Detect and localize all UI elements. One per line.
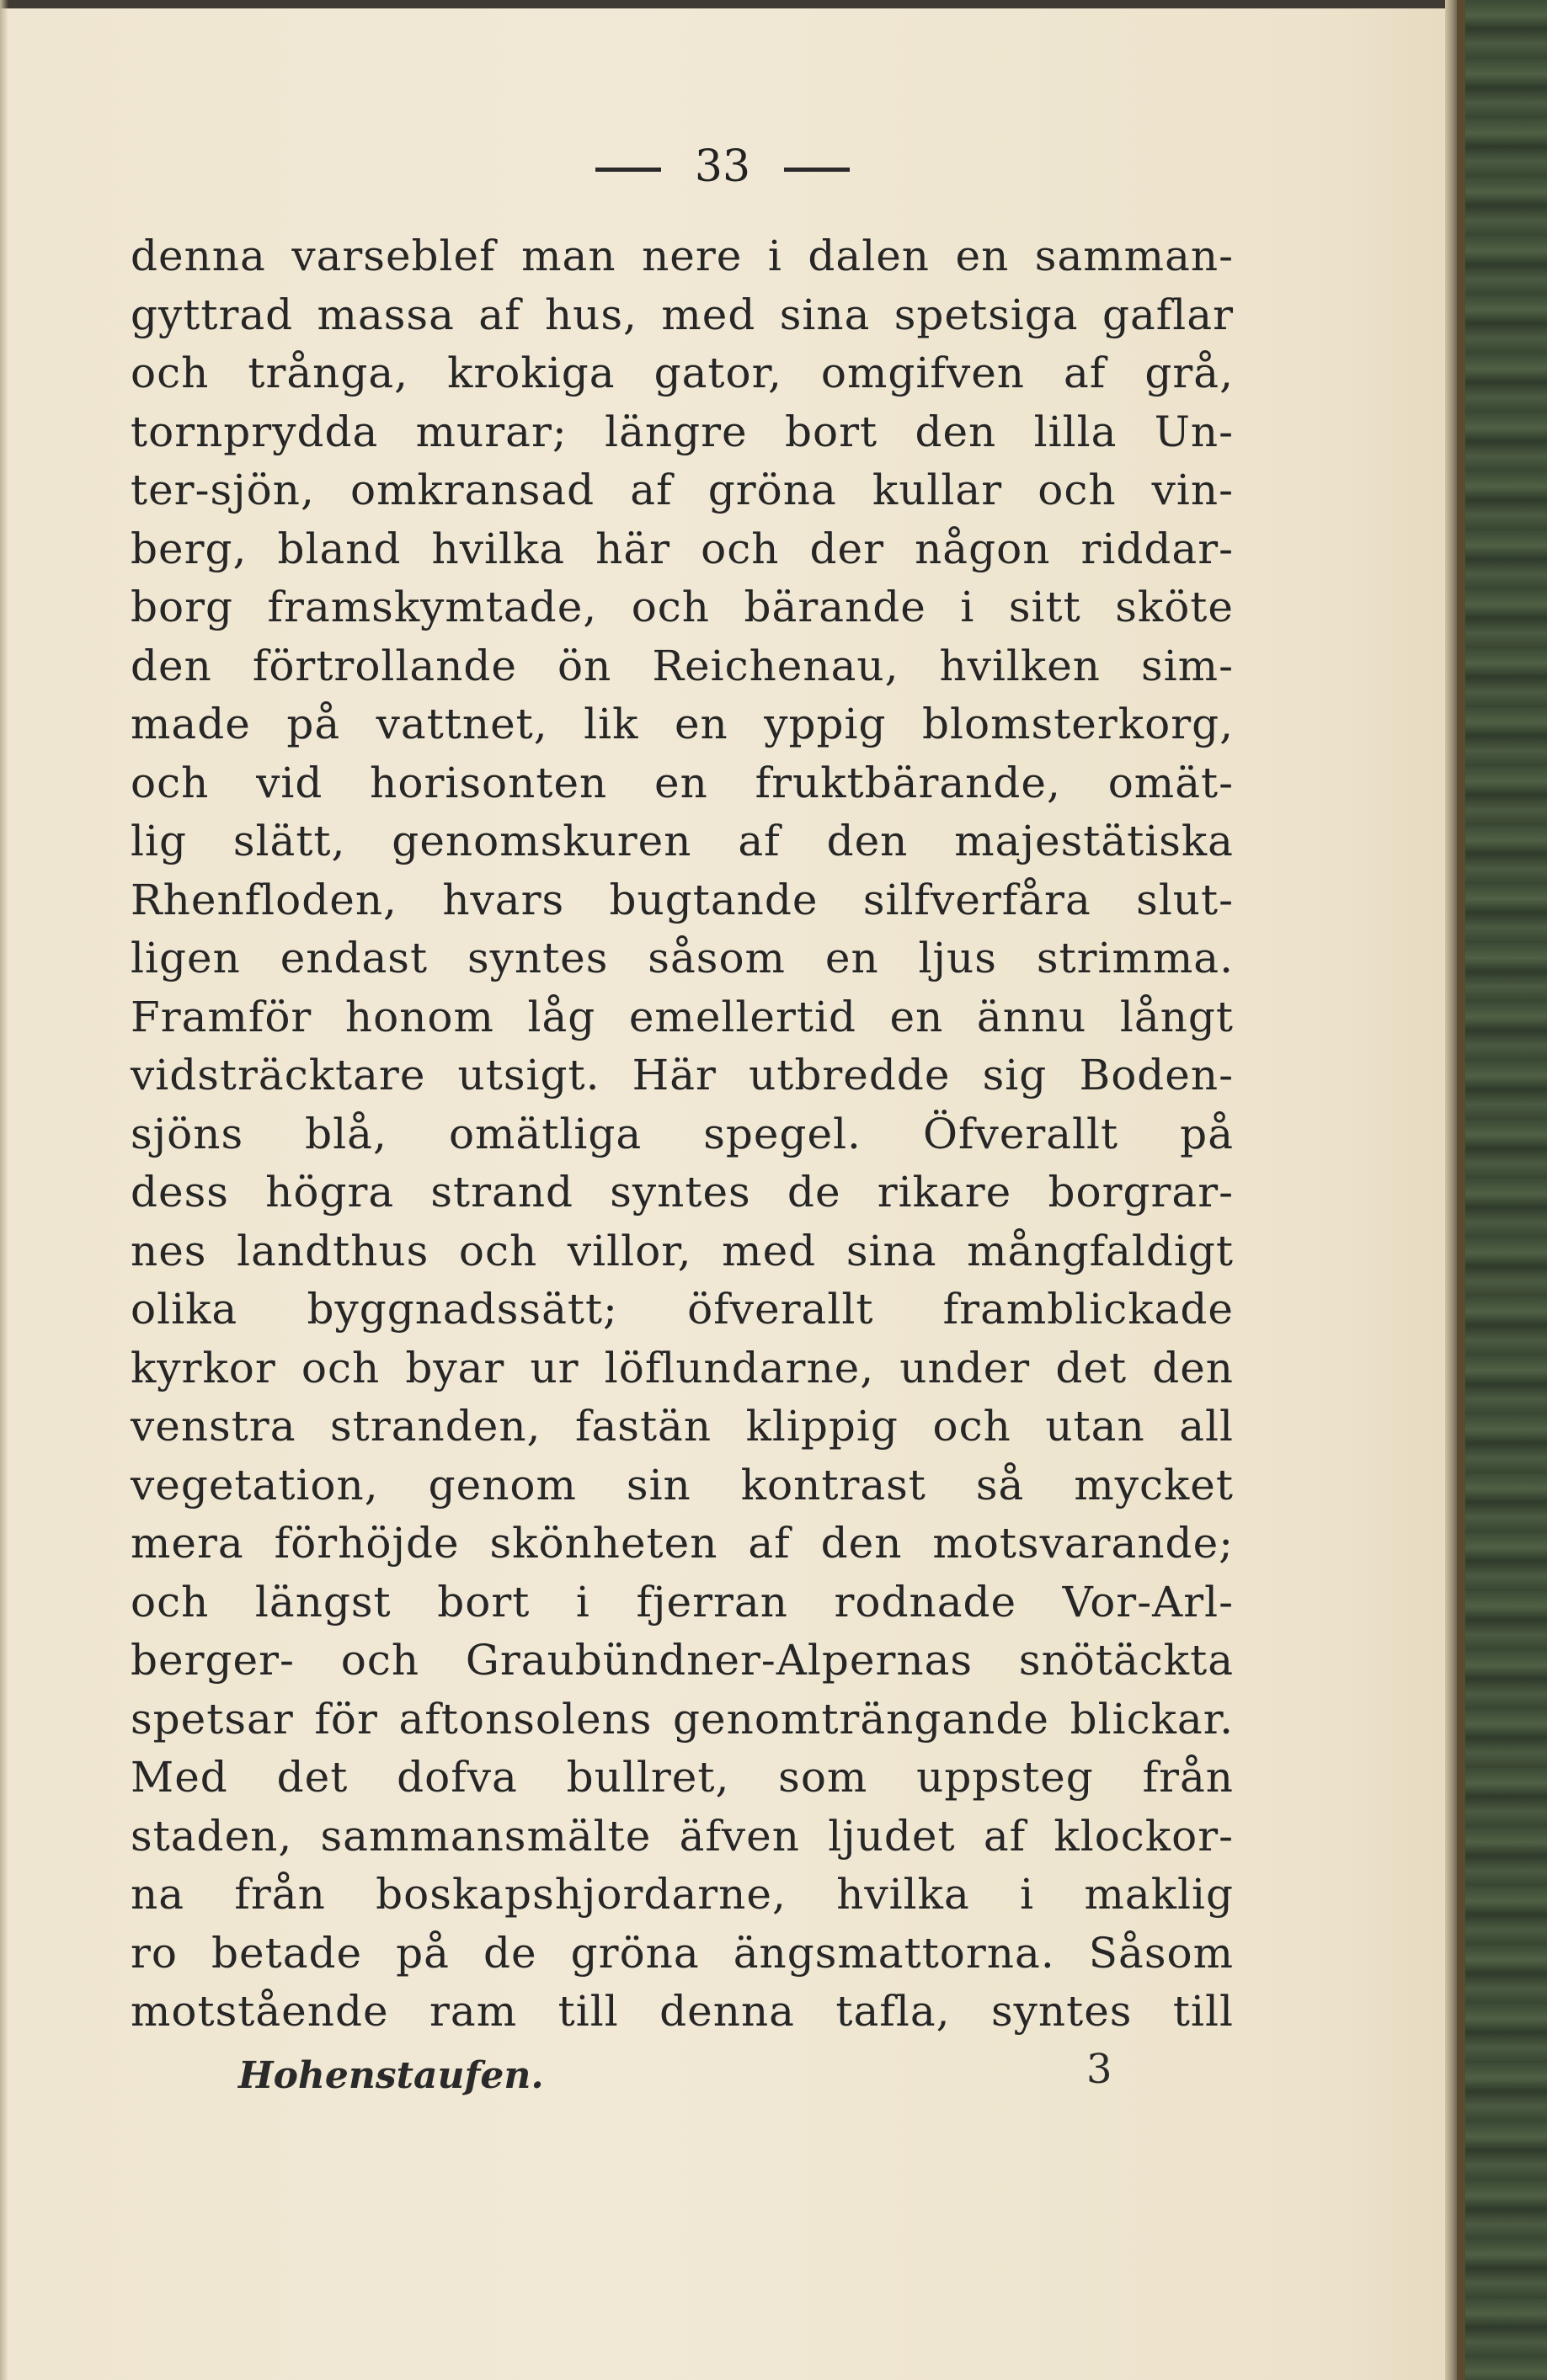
text-line: motstående ram till denna tafla, syntes till — [131, 1987, 1234, 2036]
text-line: den förtrollande ön Reichenau, hvilken sim- — [131, 641, 1234, 690]
text-line: vegetation, genom sin kontrast så mycket — [131, 1460, 1234, 1509]
text-line: denna varseblef man nere i dalen en samman- — [131, 232, 1234, 280]
page-left-shadow — [0, 0, 8, 2380]
header-dash-left — [595, 168, 661, 172]
page-gutter-edge — [1445, 0, 1457, 2380]
body-text — [131, 227, 1234, 2042]
text-line: olika byggnadssätt; öfverallt framblickade — [131, 1285, 1234, 1334]
text-line: sjöns blå, omätliga spegel. Öfverallt på — [131, 1109, 1234, 1158]
text-line: dess högra strand syntes de rikare borgrar- — [131, 1168, 1234, 1217]
text-line: gyttrad massa af hus, med sina spetsiga gaflar — [131, 290, 1234, 339]
text-line: ro betade på de gröna ängsmattorna. Såsom — [131, 1928, 1234, 1978]
page-top-shadow — [0, 0, 1547, 8]
text-line: staden, sammansmälte äfven ljudet af klockor- — [131, 1811, 1234, 1861]
page-footer — [131, 2046, 1234, 2105]
text-line: tornprydda murar; längre bort den lilla Un- — [131, 407, 1234, 456]
text-line: och längst bort i fjerran rodnade Vor-Arl- — [131, 1577, 1234, 1627]
text-line: Framför honom låg emellertid en ännu långt — [131, 992, 1234, 1041]
text-line: borg framskymtade, och bärande i sitt sköte — [131, 583, 1234, 631]
text-line: lig slätt, genomskuren af den majestätiska — [131, 817, 1234, 865]
header-dash-right — [784, 168, 850, 172]
text-line: na från boskapshjordarne, hvilka i maklig — [131, 1870, 1234, 1919]
binding-edge — [1457, 0, 1465, 2380]
text-line: kyrkor och byar ur löflundarne, under det den — [131, 1343, 1234, 1392]
text-line: berg, bland hvilka här och der någon riddar- — [131, 524, 1234, 573]
text-line: mera förhöjde skönheten af den motsvarande; — [131, 1519, 1234, 1568]
text-line: och trånga, krokiga gator, omgifven af grå, — [131, 349, 1234, 397]
text-line: och vid horisonten en fruktbärande, omät- — [131, 758, 1234, 807]
text-line: berger- och Graubündner-Alpernas snötäckta — [131, 1636, 1234, 1685]
text-line: venstra stranden, fastän klippig och utan all — [131, 1402, 1234, 1451]
page-number: 33 — [694, 141, 751, 192]
text-line: ter-sjön, omkransad af gröna kullar och vin- — [131, 466, 1234, 514]
text-line: Med det dofva bullret, som uppsteg från — [131, 1753, 1234, 1802]
page-header — [0, 141, 1445, 192]
text-line: vidsträcktare utsigt. Här utbredde sig Boden- — [131, 1051, 1234, 1099]
signature-mark: 3 — [1086, 2046, 1112, 2093]
text-line: nes landthus och villor, med sina mångfaldigt — [131, 1226, 1234, 1275]
text-line: spetsar för aftonsolens genomträngande blickar. — [131, 1694, 1234, 1744]
book-binding — [1457, 0, 1547, 2380]
text-line: ligen endast syntes såsom en ljus strimma. — [131, 934, 1234, 982]
signature-title: Hohenstaufen. — [238, 2054, 544, 2097]
text-line: Rhenfloden, hvars bugtande silfverfåra slut- — [131, 875, 1234, 924]
text-line: made på vattnet, lik en yppig blomsterkorg, — [131, 700, 1234, 748]
